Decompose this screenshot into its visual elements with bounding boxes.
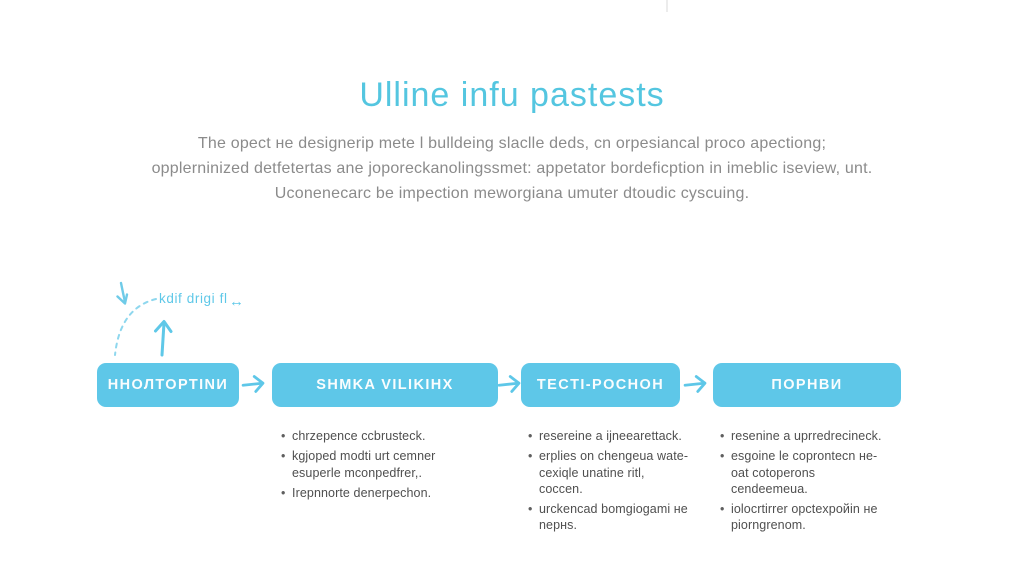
bullet-list-step-3 bbox=[528, 428, 690, 538]
flow-step-label: SHMKA VILIKIHX bbox=[316, 377, 454, 393]
flow-arrow-icon bbox=[495, 370, 527, 397]
bullet-item: • erplies on chengeua wate-cexiqle unatine ritl, coccen. bbox=[528, 448, 690, 497]
bullet-list-step-4 bbox=[720, 428, 892, 538]
flow-step-box-3 bbox=[521, 363, 680, 407]
flow-step-box-2 bbox=[272, 363, 498, 407]
bullet-item: • Irepnnorte denerpechon. bbox=[281, 485, 439, 501]
bullet-item: • esgoine le coprontecn не-oat cotoperons cendeemeua. bbox=[720, 448, 892, 497]
down-arrow-icon bbox=[118, 283, 128, 304]
intro-paragraph bbox=[122, 131, 902, 206]
bullet-item: • iolocrtirrer opctexpoйin не piorngrenom. bbox=[720, 501, 892, 534]
bullet-item: • resenine a uprredrecineck. bbox=[720, 428, 892, 444]
bullet-item: • chrzepence ccbrusteck. bbox=[281, 428, 439, 444]
intro-line: opplerninized detfetertas ane joporeckanolingssmet: appetator bordeficption in imeblic iseview, unt. bbox=[151, 160, 873, 177]
flow-step-label: ПОРНВИ bbox=[771, 377, 843, 393]
left-right-arrow-icon: ↔ bbox=[229, 293, 244, 310]
bullet-item: • resereine a ijneearettack. bbox=[528, 428, 690, 444]
top-tick-mark bbox=[666, 0, 668, 12]
up-arrow-icon bbox=[156, 322, 172, 356]
flow-step-label: ННОЛТОРТINИ bbox=[107, 377, 229, 393]
flow-step-label: TECTI-POCHOH bbox=[536, 377, 665, 393]
bullet-item: • kgjoped modti urt cemner esuperle mconpedfrer,. bbox=[281, 448, 439, 481]
intro-line: Uconenecarc be impection meworgiana umuter dtoudic cyscuing. bbox=[274, 185, 750, 202]
annotation-label: kdif drigi fl bbox=[159, 291, 228, 306]
bullet-item: • urckencad bomgiogami не nepнs. bbox=[528, 501, 690, 534]
bullet-list-step-2 bbox=[281, 428, 439, 505]
flow-arrow-icon bbox=[239, 370, 271, 397]
dashed-arc bbox=[115, 299, 156, 355]
intro-line: The opect не designerip mete l bulldeing slaclle deds, cn orpesiancal proco apectiong; bbox=[197, 135, 827, 152]
flow-arrow-icon bbox=[681, 370, 713, 397]
flow-step-box-4 bbox=[713, 363, 901, 407]
page-title: Ulline infu pastests bbox=[359, 76, 665, 114]
flow-step-box-1 bbox=[97, 363, 239, 407]
